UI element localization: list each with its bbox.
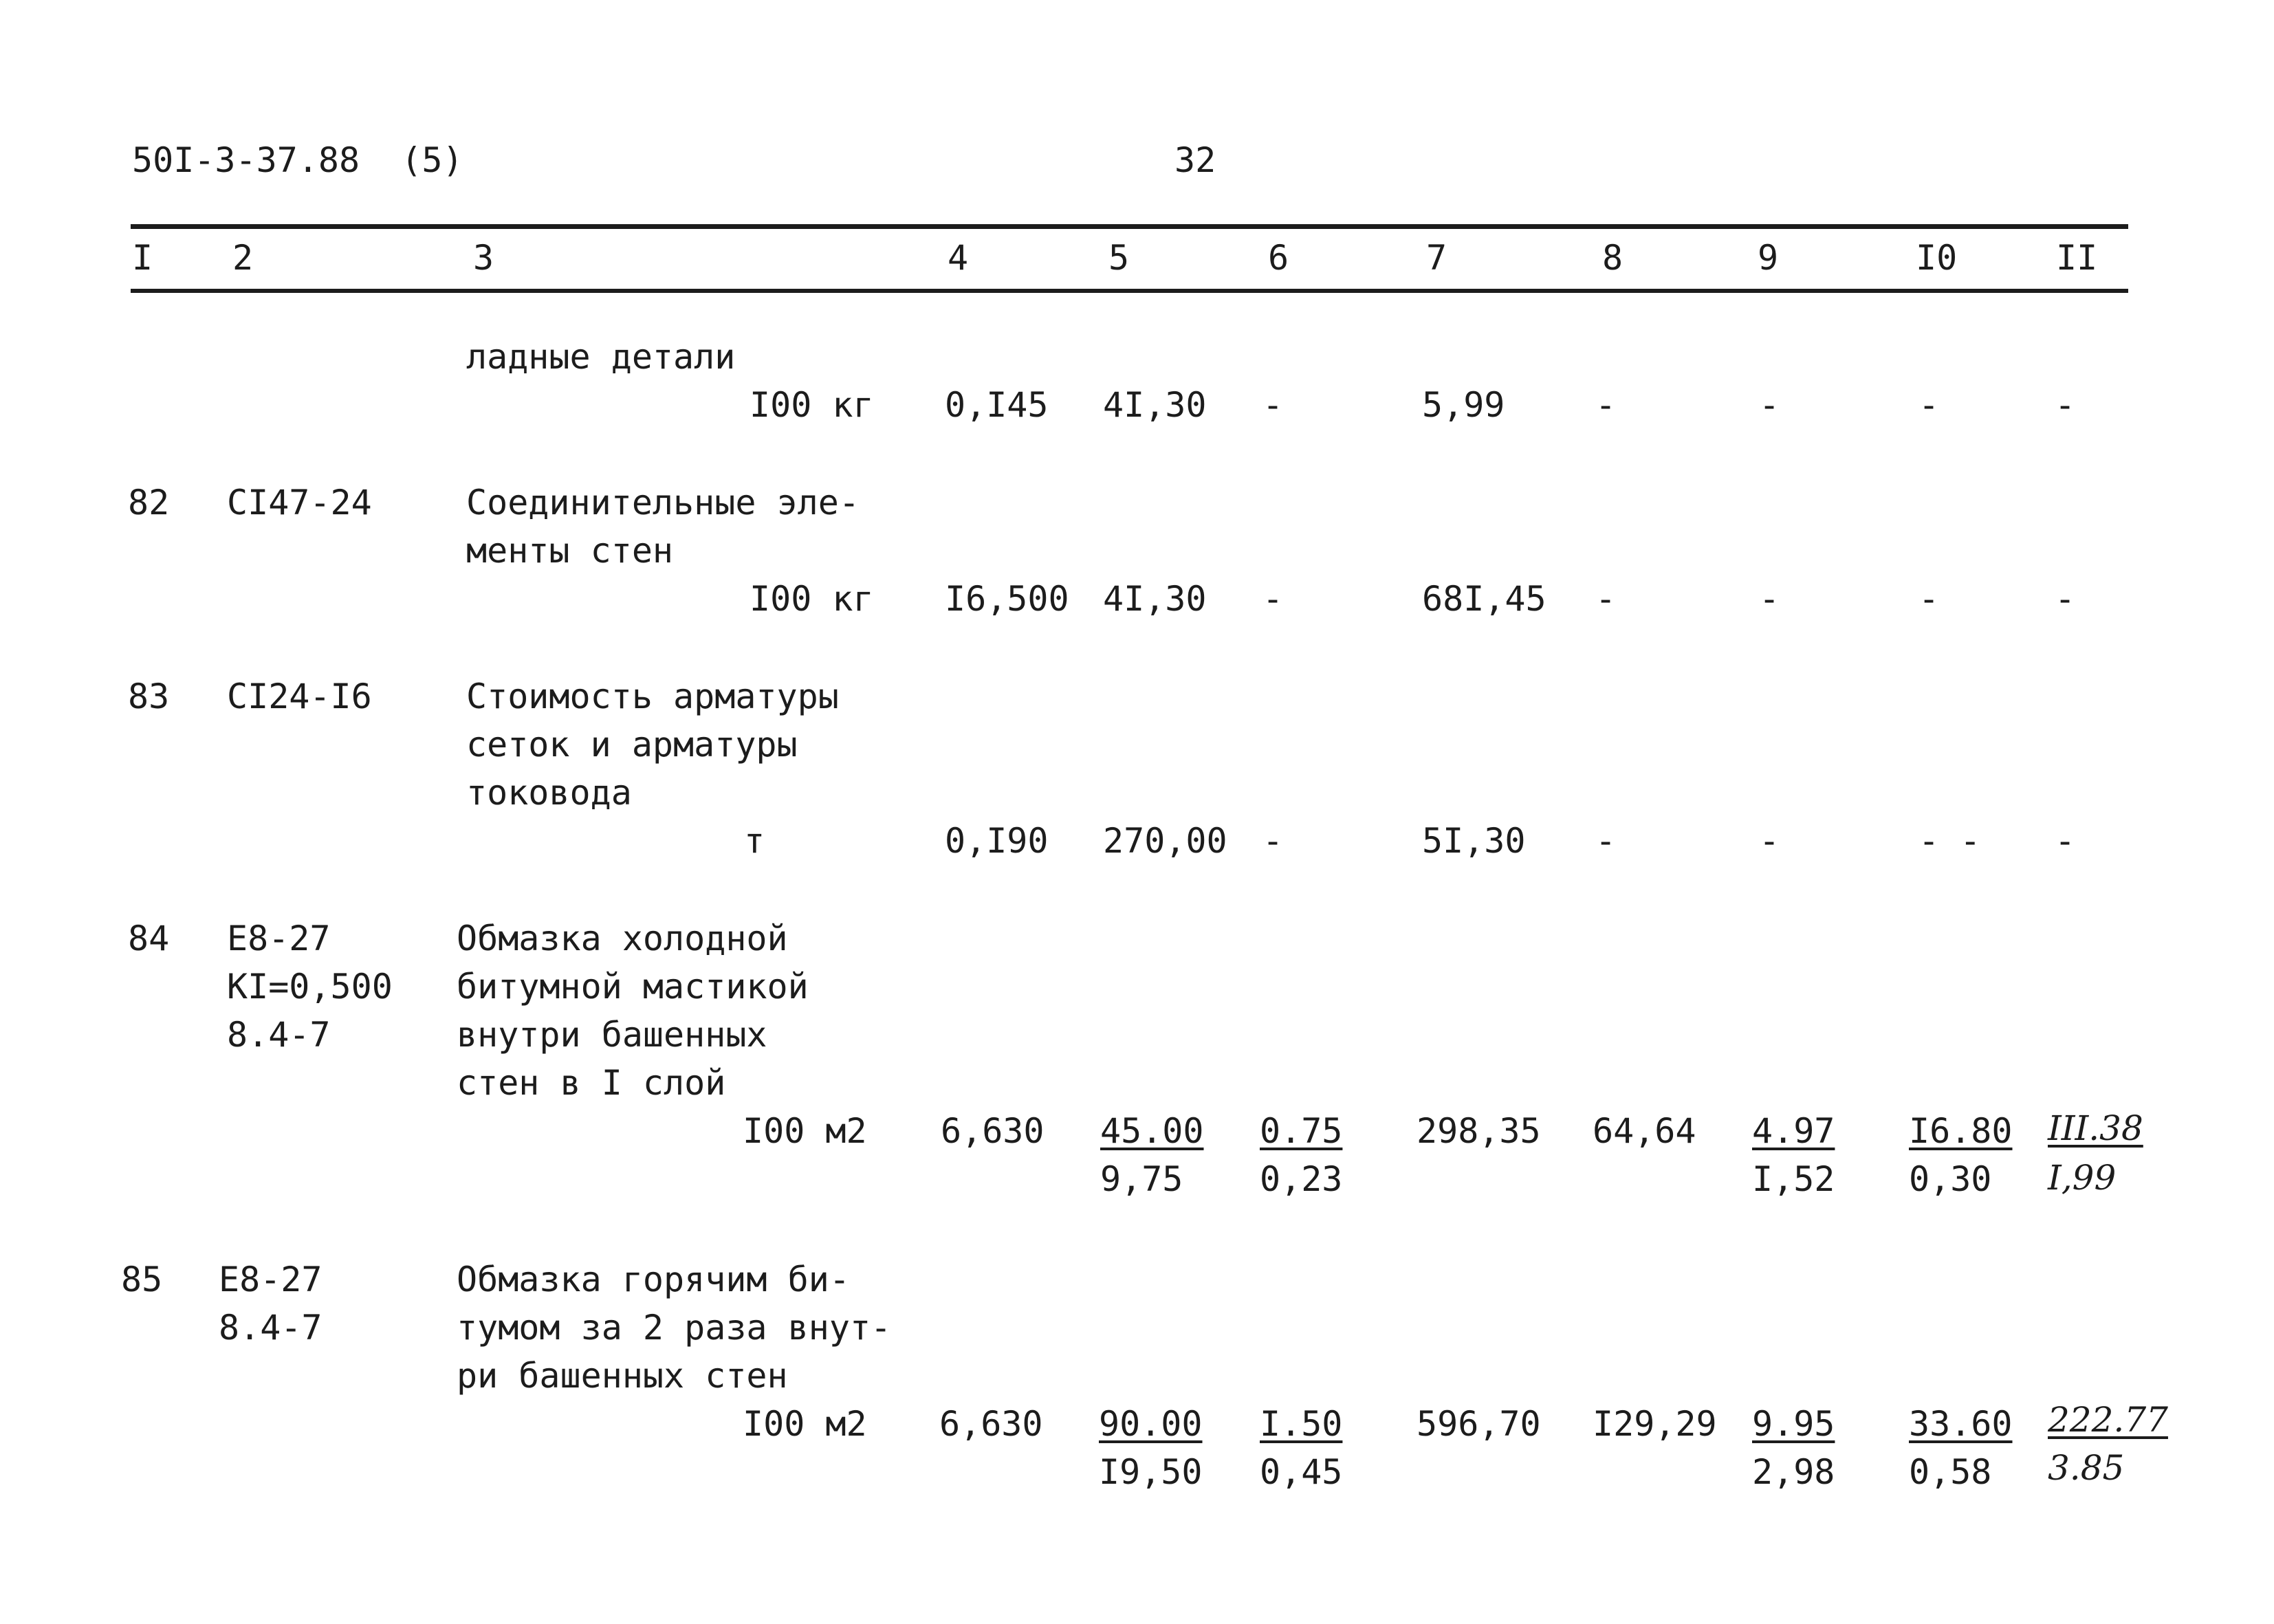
row-col10-bottom: 0,30 [1909, 1159, 1992, 1199]
row-col7: 298,35 [1417, 1111, 1541, 1151]
row-quantity: 0,I45 [945, 385, 1049, 425]
row-code: CI24-I6 [227, 677, 372, 716]
row-quantity: 6,630 [941, 1111, 1045, 1151]
row-col7: 68I,45 [1422, 579, 1546, 619]
row-col6: - [1262, 579, 1284, 619]
row-col5-top: 45.00 [1100, 1111, 1204, 1151]
row-col11: - [2055, 579, 2076, 619]
column-header-8: 8 [1602, 238, 1623, 278]
row-col6-bottom: 0,45 [1260, 1452, 1343, 1492]
row-col5-bottom: I9,50 [1099, 1452, 1203, 1492]
row-col8: - [1595, 821, 1617, 861]
page-number: 32 [1174, 140, 1216, 180]
row-code: 8.4-7 [227, 1015, 331, 1055]
row-col5: 4I,30 [1103, 385, 1207, 425]
header-bottom-rule [131, 289, 2128, 293]
row-col10-bottom: 0,58 [1909, 1452, 1992, 1492]
column-header-6: 6 [1268, 238, 1289, 278]
row-col6-top: I.50 [1260, 1404, 1343, 1444]
row-col8: 64,64 [1593, 1111, 1696, 1151]
row-col9: - [1759, 821, 1780, 861]
row-col9-bottom: 2,98 [1752, 1452, 1835, 1492]
row-description: Стоимость арматуры [466, 677, 839, 716]
row-col10: - [1918, 385, 1940, 425]
row-code: CI47-24 [227, 483, 372, 523]
row-col11-bottom: I,99 [2048, 1158, 2117, 1198]
row-description: ладные детали [466, 337, 736, 377]
row-code: 8.4-7 [219, 1308, 322, 1348]
column-header-11: II [2056, 238, 2098, 278]
row-col9-top: 4.97 [1752, 1111, 1835, 1151]
row-description: Обмазка горячим би- [457, 1260, 850, 1299]
row-col7: 596,70 [1417, 1404, 1541, 1444]
row-col7: 5,99 [1422, 385, 1505, 425]
row-col5-top: 90.00 [1099, 1404, 1203, 1444]
row-number: 83 [128, 677, 170, 716]
row-col5: 270,00 [1103, 821, 1227, 861]
row-description: внутри башенных [457, 1015, 767, 1055]
row-description: Обмазка холодной [457, 919, 788, 958]
column-header-9: 9 [1758, 238, 1779, 278]
row-quantity: 6,630 [939, 1404, 1043, 1444]
row-description: тумом за 2 раза внут- [457, 1308, 892, 1348]
table-top-rule [131, 224, 2128, 229]
row-col11-top: III.38 [2048, 1108, 2143, 1148]
row-code: E8-27 [219, 1260, 322, 1299]
column-header-7: 7 [1426, 238, 1447, 278]
column-header-10: I0 [1916, 238, 1958, 278]
row-unit: I00 кг [750, 579, 874, 619]
row-quantity: I6,500 [945, 579, 1069, 619]
row-unit: т [744, 821, 765, 861]
row-col9: - [1759, 579, 1780, 619]
row-col8: - [1595, 579, 1617, 619]
column-header-3: 3 [473, 238, 494, 278]
row-col9: - [1759, 385, 1780, 425]
row-col11: - [2055, 385, 2076, 425]
row-col11-bottom: 3.85 [2048, 1448, 2125, 1488]
row-description: сеток и арматуры [466, 725, 798, 765]
row-number: 82 [128, 483, 170, 523]
row-quantity: 0,I90 [945, 821, 1049, 861]
row-col10-top: I6.80 [1909, 1111, 2013, 1151]
row-description: битумной мастикой [457, 967, 809, 1007]
row-description: ри башенных стен [457, 1356, 788, 1396]
row-col10: - - [1918, 821, 1981, 861]
column-header-5: 5 [1108, 238, 1130, 278]
row-code: KI=0,500 [227, 967, 393, 1007]
document-code: 50I-3-37.88 (5) [132, 140, 463, 180]
row-col5-bottom: 9,75 [1100, 1159, 1183, 1199]
column-header-4: 4 [948, 238, 969, 278]
row-col6-top: 0.75 [1260, 1111, 1343, 1151]
row-col5: 4I,30 [1103, 579, 1207, 619]
row-col10-top: 33.60 [1909, 1404, 2013, 1444]
row-code: E8-27 [227, 919, 331, 958]
row-col9-top: 9.95 [1752, 1404, 1835, 1444]
row-unit: I00 м2 [743, 1111, 867, 1151]
row-col7: 5I,30 [1422, 821, 1526, 861]
column-header-1: I [132, 238, 153, 278]
row-col6: - [1262, 385, 1284, 425]
row-col11: - [2055, 821, 2076, 861]
row-col9-bottom: I,52 [1752, 1159, 1835, 1199]
row-col6-bottom: 0,23 [1260, 1159, 1343, 1199]
row-col10: - [1918, 579, 1940, 619]
row-number: 84 [128, 919, 170, 958]
row-col11-top: 222.77 [2048, 1400, 2168, 1440]
row-col8: I29,29 [1593, 1404, 1717, 1444]
column-header-2: 2 [232, 238, 254, 278]
row-number: 85 [121, 1260, 163, 1299]
row-description: стен в I слой [457, 1063, 726, 1103]
row-description: токовода [466, 773, 632, 813]
row-col8: - [1595, 385, 1617, 425]
row-col6: - [1262, 821, 1284, 861]
row-unit: I00 кг [750, 385, 874, 425]
row-description: менты стен [466, 531, 674, 571]
row-unit: I00 м2 [743, 1404, 867, 1444]
row-description: Соединительные эле- [466, 483, 860, 523]
